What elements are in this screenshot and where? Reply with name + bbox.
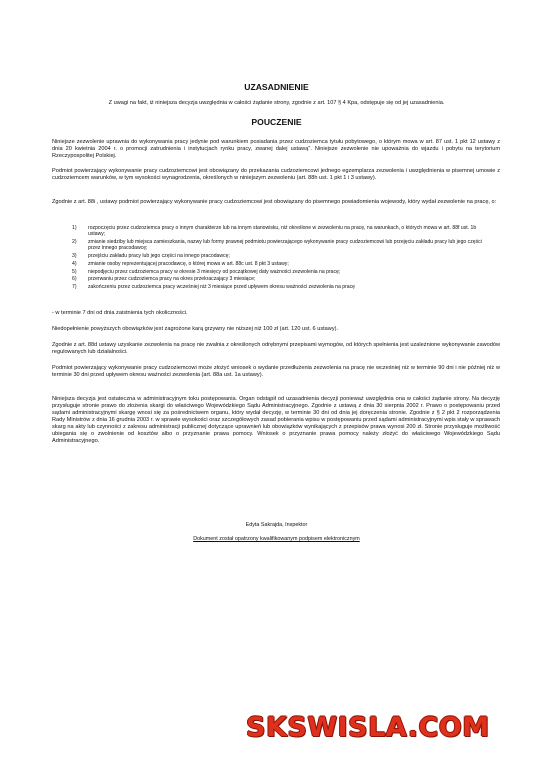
list-item: 4) zmianie osoby reprezentującej pracodawcę, o której mowa w art. 88c ust. 8 pkt 3 ustawy;	[72, 260, 289, 267]
list-item: 3) przejściu zakładu pracy lub jego części na innego pracodawcę;	[72, 253, 230, 259]
list-item: 7) zakończeniu przez cudzoziemca pracy wcześniej niż 3 miesiące przed upływem okresu ważności zezwolenia na pracę	[72, 284, 355, 291]
instruction-heading: POUCZENIE	[251, 117, 302, 127]
watermark-logo: SKSWISLA.COM	[246, 712, 490, 743]
list-item: 6) przerwaniu przez cudzoziemca pracy na okres przekraczający 3 miesiące;	[72, 276, 256, 283]
paragraph-employer-obligation: Podmiot powierzający wykonywanie pracy cudzoziemcowi jest obowiązany do przekazania cudzoziemcowi jednego egzemplarza zezwolenia i uwzględnienia w pisemnej umowie z cudzoziemcem warunków, w tym wysokości wynagrodzenia, określonych w niniejszym zezwoleniu (art. 88h ust. 1 pkt 1 i 3 ustawy).	[52, 168, 500, 181]
list-item: 5) niepodjęciu przez cudzoziemca pracy w okresie 3 miesięcy od początkowej daty ważności zezwolenia na pracę;	[72, 268, 341, 275]
signature-name: Edyta Sakrajda, Inspektor	[245, 522, 308, 528]
list-item: 2) zmianie siedziby lub miejsca zamieszkania, nazwy lub formy prawnej podmiotu powierzającego wykonywanie pracy cudzoziemcowi lub przejęciu zakładu pracy lub jego części przez innego pracodawcę;	[72, 239, 482, 252]
paragraph-extension: Podmiot powierzający wykonywanie pracy cudzoziemcowi może złożyć wniosek o wydanie przedłużenia zezwolenia na pracę nie wcześniej niż w terminie 90 dni i nie później niż w terminie 30 dni przed upływem okresu ważności zezwolenia (art. 88a ust. 1a ustawy).	[52, 365, 500, 378]
justification-heading: UZASADNIENIE	[244, 82, 309, 92]
signature-note: Dokument został opatrzony kwalifikowanym podpisem elektronicznym	[193, 536, 360, 542]
paragraph-penalty: Niedopełnienie powyższych obowiązków jest zagrożone karą grzywny nie niższej niż 100 zł (art. 120 ust. 6 ustawy).	[52, 326, 339, 332]
list-item: 1) rozpoczęciu przez cudzoziemca pracy o innym charakterze lub na innym stanowisku, niż określone w zezwoleniu na pracę, na warunkach, o których mowa w art. 88f ust. 1b ustawy;	[72, 225, 477, 238]
paragraph-notification-duty: Zgodnie z art. 88i , ustawy podmiot powierzający wykonywanie pracy cudzoziemcowi jest obowiązany do pisemnego powiadomienia wojewody, który wydał zezwolenie na pracę, o:	[52, 199, 497, 205]
justification-text: Z uwagi na fakt, iż niniejsza decyzja uwzględnia w całości żądanie strony, zgodnie z art. 107 § 4 Kpa, odstępuje się od jej uzasadnienia.	[108, 100, 445, 106]
paragraph-title-of-stay: Niniejsze zezwolenie uprawnia do wykonywania pracy jedynie pod warunkiem posiadania przez cudzoziemca tytułu pobytowego, o którym mowa w art. 87 ust. 1 pkt 12 ustawy z dnia 20 kwietnia 2004 r. o promocji zatrudnienia i instytucjach rynku pracy, zwanej dalej ustawą". Niniejsze zezwolenie nie upoważnia do wjazdu i pobytu na terytorium Rzeczypospolitej Polskiej.	[52, 139, 500, 159]
notification-list	[72, 225, 492, 292]
paragraph-deadline: - w terminie 7 dni od dnia zaistnienia tych okoliczności.	[52, 310, 188, 316]
paragraph-appeal: Niniejsza decyzja jest ostateczna w administracyjnym toku postępowania. Organ odstąpił od uzasadnienia decyzji ponieważ uwzględnia ona w całości żądanie strony. Na decyzję przysługuje stronie prawo do złożenia skargi do właściwego Wojewódzkiego Sądu Administracyjnego. Zgodnie z ustawą z dnia 30 sierpnia 2002 r. Prawo o postępowaniu przed sądami administracyjnymi skargę wnosi się za pośrednictwem organu, który wydał decyzję, w terminie 30 dni od dnia jej doręczenia stronie. Zgodnie z § 2 pkt 2 rozporządzenia Rady Ministrów z dnia 16 grudnia 2003 r. w sprawie wysokości oraz szczegółowych zasad pobierania wpisu w postępowaniu przed sądami administracyjnymi wpis stały w sprawach skarg na akty lub czynności z zakresu administracji publicznej dotyczące uprawnień lub obowiązków wynikających z przepisów prawa wynosi 200 zł. Stronie przysługuje możliwość ubiegania się o zwolnienie od kosztów albo o przyznanie prawa pomocy. Wniosek o przyznanie prawa pomocy należy złożyć do właściwego Wojewódzkiego Sądu Administracyjnego.	[52, 396, 500, 444]
paragraph-regulated-professions: Zgodnie z art. 88d ustawy uzyskanie zezwolenia na pracę nie zwalnia z określonych odrębnymi przepisami wymogów, od których spełnienia jest uzależnione wykonywanie zawodów regulowanych lub działalności.	[52, 342, 500, 355]
